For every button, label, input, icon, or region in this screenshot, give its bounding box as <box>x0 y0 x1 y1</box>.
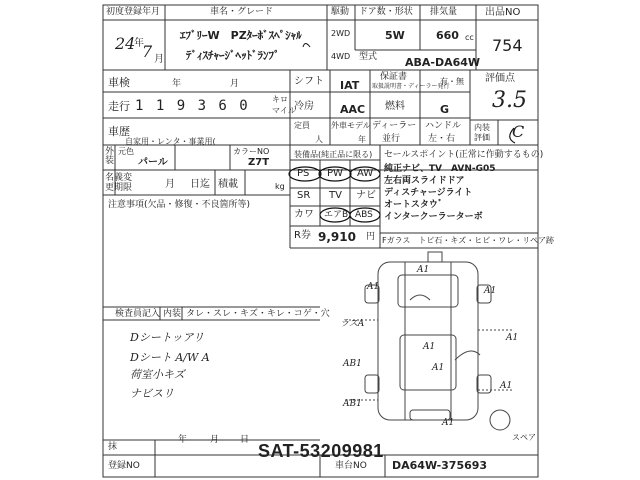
drive-label: 駆動 <box>331 7 350 17</box>
interior-label: 内装 評価 <box>474 123 490 142</box>
first-registration-month: 7 <box>142 42 153 61</box>
warranty-options: 有・無 <box>440 77 464 86</box>
equip-aw: AW <box>357 168 374 179</box>
equip-pw: PW <box>327 168 343 179</box>
model-line-2: ﾃﾞｨｽﾁｬｰｼﾞﾍｯﾄﾞﾗﾝﾌﾟ <box>186 49 280 62</box>
remark-4: ナビスリ <box>130 387 174 400</box>
handle-value: 左・右 <box>428 134 456 144</box>
damage-mark: A1 <box>484 286 497 296</box>
dealer-label: ディーラー <box>372 121 417 131</box>
displacement-label: 排気量 <box>430 7 458 17</box>
cancel-mark: 抹 <box>108 442 118 452</box>
sales-point-4: オートスタウ゛ <box>384 200 447 210</box>
shift-label: シフト <box>294 76 324 87</box>
ac-label: 冷房 <box>294 101 314 112</box>
equip-tv: TV <box>329 190 342 201</box>
inspector-label: 検査員記入 <box>115 309 161 319</box>
lot-value: 754 <box>492 36 523 55</box>
name-change-label: 名義変更期限 <box>105 173 133 193</box>
date-day: 日 <box>240 435 250 445</box>
inspection-month: 月 <box>230 79 240 89</box>
model-code-label: 型式 <box>359 52 378 62</box>
mileage-value: 1 1 9 3 6 0 <box>135 98 250 114</box>
remark-2: Dシート A/W A <box>130 351 210 364</box>
remark-1: Dシートッアリ <box>130 331 205 344</box>
drive-2wd: 2WD <box>331 29 351 38</box>
equipment-label: 装備品(純正品に限る) <box>294 150 373 159</box>
doors-label: ドア数・形状 <box>359 7 413 17</box>
ac-value: AAC <box>340 103 366 116</box>
vehicle-diagram <box>345 252 512 430</box>
glass-label: Fガラス トビ石・キズ・ヒビ・ワレ・リペア跡 <box>382 236 555 245</box>
load-label: 積載 <box>218 179 238 190</box>
equip-leather: カワ <box>294 209 314 220</box>
recycle-unit: 円 <box>366 232 376 242</box>
name-change-day: 日迄 <box>190 179 210 190</box>
damage-mark: AB1 <box>343 399 362 409</box>
dealer-value: 並行 <box>382 134 401 144</box>
inspector-defects: タレ・スレ・キズ・キレ・コゲ・穴 <box>186 309 330 319</box>
damage-mark: A1 <box>500 381 513 391</box>
equip-airbag: エアB <box>324 210 349 220</box>
first-registration-year: 24 <box>115 34 136 53</box>
equip-ps: PS <box>297 168 310 179</box>
model-line-1: ｴﾌﾞﾘｰW PZﾀｰﾎﾞｽﾍﾟｼｬﾙ <box>180 29 302 42</box>
chassis-no-label: 車台NO <box>335 461 367 471</box>
fuel-label: 燃料 <box>385 101 405 112</box>
sales-points-label: セールスポイント(正常に作動するもの) <box>384 150 544 160</box>
sales-point-5: インタークーラーターボ <box>384 212 483 222</box>
damage-mark: A1 <box>506 333 519 343</box>
date-month: 月 <box>210 435 220 445</box>
handle-label: ハンドル <box>425 121 462 131</box>
mileage-label: 走行 <box>108 100 130 113</box>
fuel-value: G <box>440 103 450 116</box>
equip-navi: ナビ <box>356 190 376 201</box>
damage-mark: A1 <box>417 265 430 275</box>
import-model-unit: 年 <box>358 135 366 144</box>
doors-value: 5W <box>385 29 405 42</box>
lot-label: 出品NO <box>485 7 521 18</box>
import-model-label: 外車モデル <box>331 121 371 130</box>
drive-4wd: 4WD <box>331 52 351 61</box>
stock-id: SAT-53209981 <box>258 441 384 461</box>
sales-point-3: ディスチャージライト <box>384 188 473 198</box>
mileage-unit: キロ <box>272 95 288 104</box>
shift-value: IAT <box>340 79 360 92</box>
interior-value: C <box>512 122 525 141</box>
recycle-value: 9,910 <box>318 230 356 244</box>
date-year: 年 <box>178 435 188 445</box>
damage-mark: A1 <box>442 418 455 428</box>
recycle-label: R券 <box>294 230 311 241</box>
exterior-label: 外装 <box>105 147 115 166</box>
load-unit: kg <box>275 182 285 191</box>
name-change-month: 月 <box>165 179 175 190</box>
first-registration-label: 初度登録年月 <box>106 7 161 17</box>
model-grade-label: 車名・グレード <box>210 7 274 17</box>
color-value: パール <box>138 157 168 168</box>
mileage-unit-mile: マイル <box>272 106 296 115</box>
year-mark: 年 <box>134 38 144 49</box>
notes-label: 注意事項(欠品・修復・不良箇所等) <box>108 200 251 210</box>
model-code-value: ABA-DA64W <box>405 56 481 69</box>
equip-sr: SR <box>297 190 311 201</box>
score-value: 3.5 <box>492 88 527 113</box>
color-code-label: カラーNO <box>233 147 270 156</box>
damage-mark: A1 <box>367 282 380 292</box>
damage-mark: AB1 <box>343 359 362 369</box>
registration-no-label: 登録NO <box>108 461 140 471</box>
inspection-label: 車検 <box>108 76 130 89</box>
damage-mark: A1 <box>432 363 445 373</box>
color-label: 元色 <box>118 147 134 156</box>
month-mark: 月 <box>154 54 164 65</box>
equip-abs: ABS <box>355 210 373 220</box>
sales-point-1: 純正ナビ、TV AVN-G05 <box>384 164 496 174</box>
history-options: 自家用・レンタ・事業用( <box>125 137 216 146</box>
damage-mark: ラスA <box>340 319 365 329</box>
damage-mark: A1 <box>423 342 436 352</box>
displacement-unit: cc <box>465 33 474 42</box>
capacity-label: 定員 <box>294 121 310 130</box>
displacement-value: 660 <box>436 29 459 42</box>
warranty-sub: 取扱説明書・ディーラー発行 <box>372 83 450 90</box>
spare-label: スペア <box>512 433 536 442</box>
inspection-year: 年 <box>172 79 182 89</box>
sales-point-2: 左右両スライドドア <box>384 176 465 186</box>
capacity-unit: 人 <box>315 135 323 144</box>
remark-3: 荷室小キズ <box>130 368 185 381</box>
inspector-tag: 内装 <box>163 309 182 319</box>
warranty-label: 保証書 <box>380 72 408 82</box>
score-label: 評価点 <box>485 73 515 84</box>
history-label: 車歴 <box>108 125 130 138</box>
color-code-value: Z7T <box>248 157 270 168</box>
chassis-no-value: DA64W-375693 <box>392 459 488 472</box>
